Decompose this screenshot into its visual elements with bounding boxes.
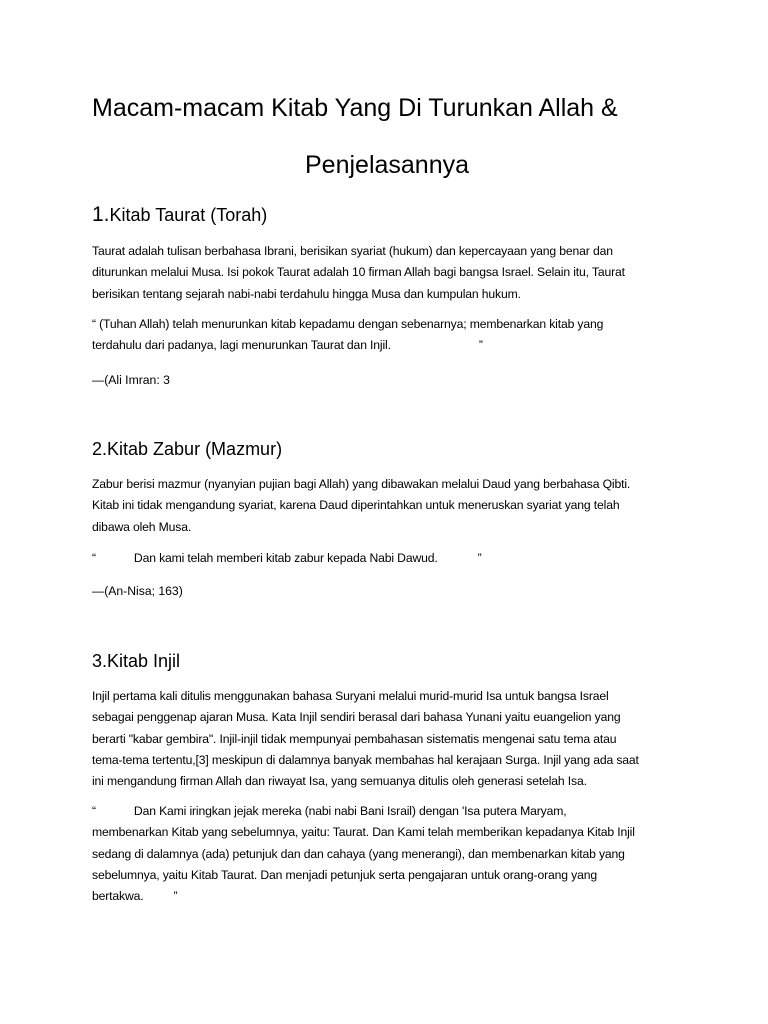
document-title: Macam-macam Kitab Yang Di Turunkan Allah & — [92, 94, 618, 122]
text-line: tema-tema tertentu,[3] meskipun di dalamnya banyak membahas hal kerajaan Surga. Injil yang ada saat — [92, 752, 639, 767]
paragraph-injil — [92, 686, 682, 792]
text-line: berisikan tentang sejarah nabi-nabi terdahulu hingga Musa dan kumpulan hukum. — [92, 286, 521, 301]
document-title-continued: Penjelasannya — [305, 151, 470, 179]
quote-injil — [92, 801, 682, 907]
section-number: 3. — [92, 651, 108, 671]
section-number: 1. — [92, 203, 110, 226]
source-citation-zabur: —(An-Nisa; 163) — [92, 584, 183, 598]
quote-text: terdahulu dari padanya, lagi menurunkan Taurat dan Injil. — [92, 338, 391, 353]
text-line: diturunkan melalui Musa. Isi pokok Taurat adalah 10 firman Allah bagi bangsa Israel. Selain itu, Taurat — [92, 265, 625, 280]
quote-taurat — [92, 314, 682, 357]
section-title: Kitab Taurat (Torah) — [109, 205, 268, 225]
section-title: Kitab Injil — [107, 651, 181, 671]
quote-line — [92, 801, 682, 822]
closing-quote-mark: ” — [173, 889, 178, 904]
quote-line — [92, 548, 682, 569]
section-number: 2. — [92, 439, 108, 459]
closing-quote-mark: ” — [478, 338, 483, 353]
text-line: sebagai penggenap ajaran Musa. Kata Injil sendiri berasal dari bahasa Yunani yaitu euangelion yang — [92, 710, 621, 725]
section-heading-injil — [92, 649, 180, 673]
paragraph-zabur — [92, 474, 682, 538]
text-line: Kitab ini tidak mengandung syariat, karena Daud diperintahkan untuk meneruskan syariat yang telah — [92, 498, 620, 513]
text-line: dibawa oleh Musa. — [92, 519, 192, 534]
quote-line: “ (Tuhan Allah) telah menurunkan kitab kepadamu dengan sebenarnya; membenarkan kitab yang — [92, 317, 604, 331]
text-line: Injil pertama kali ditulis menggunakan bahasa Suryani melalui murid-murid Isa untuk bangsa Israel — [92, 689, 609, 703]
section-heading-zabur — [92, 437, 282, 461]
opening-quote-mark: “ — [92, 804, 96, 818]
quote-text: bertakwa. — [92, 889, 144, 904]
quote-line: sebelumnya, yaitu Kitab Taurat. Dan menjadi petunjuk serta pengajaran untuk orang-orang yang — [92, 867, 597, 882]
section-heading-taurat — [92, 203, 267, 227]
quote-text: Dan kami telah memberi kitab zabur kepada Nabi Dawud. — [133, 551, 438, 565]
quote-text: Dan Kami iringkan jejak mereka (nabi nabi Bani Israil) dengan 'Isa putera Maryam, — [133, 804, 567, 818]
text-line: berarti "kabar gembira". Injil-injil tidak mempunyai pembahasan sistematis mengenai satu tema atau — [92, 731, 617, 746]
quote-line — [92, 335, 682, 356]
source-citation-taurat: —(Ali Imran: 3 — [92, 373, 170, 387]
opening-quote-mark: “ — [92, 551, 96, 565]
quote-line: sedang di dalamnya (ada) petunjuk dan dan cahaya (yang menerangi), dan membenarkan kitab yang — [92, 846, 625, 861]
text-line: Taurat adalah tulisan berbahasa Ibrani, berisikan syariat (hukum) dan kepercayaan yang benar dan — [92, 244, 613, 258]
quote-line: membenarkan Kitab yang sebelumnya, yaitu: Taurat. Dan Kami telah memberikan kepadanya Kitab Injil — [92, 825, 635, 840]
quote-zabur — [92, 548, 682, 569]
text-line: ini mengandung firman Allah dan riwayat Isa, yang semuanya ditulis oleh generasi setelah Isa. — [92, 774, 587, 789]
paragraph-taurat — [92, 241, 682, 305]
quote-line — [92, 886, 682, 907]
section-title: Kitab Zabur (Mazmur) — [107, 439, 283, 459]
closing-quote-mark: ” — [477, 551, 482, 565]
text-line: Zabur berisi mazmur (nyanyian pujian bagi Allah) yang dibawakan melalui Daud yang berbahasa Qibti. — [92, 477, 631, 491]
